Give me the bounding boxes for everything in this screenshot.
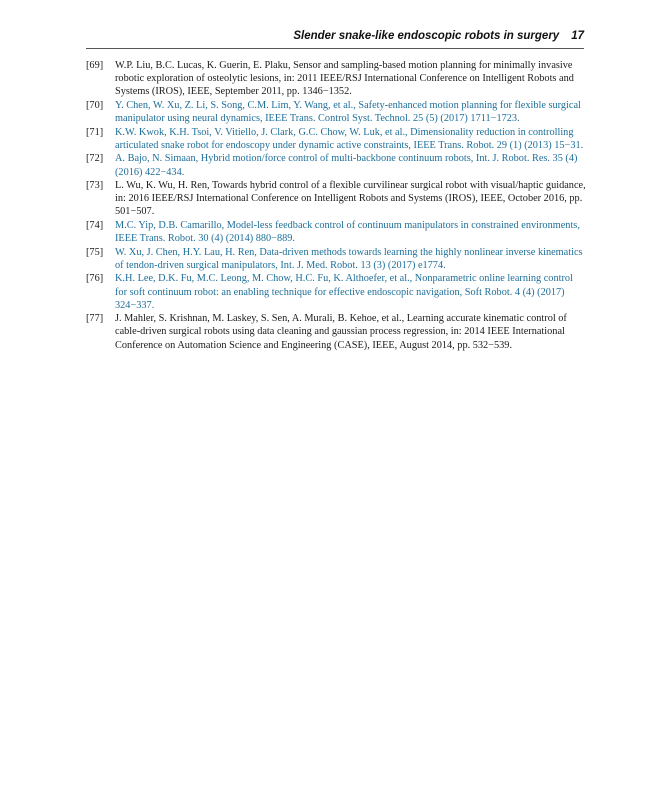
reference-number: [76] [86, 273, 104, 285]
reference-item[interactable] [86, 219, 586, 245]
reference-link[interactable]: K.H. Lee, D.K. Fu, M.C. Leong, M. Chow, H.C. Fu, K. Althoefer, et al., Nonparametric online learning control for soft continuum robot: an enabling technique for effective endoscopic navigation, Soft Robot. 4 (4) (2017) 324−337. [115, 273, 573, 311]
reference-number: [69] [86, 60, 104, 71]
reference-item[interactable] [86, 126, 586, 152]
reference-number: [75] [86, 246, 104, 258]
reference-item [86, 59, 586, 99]
reference-number: [72] [86, 153, 104, 165]
reference-text: J. Mahler, S. Krishnan, M. Laskey, S. Sen, A. Murali, B. Kehoe, et al., Learning accurate kinematic control of cable-driven surgical robots using data cleaning and gaussian process regression, in: 2014 IEEE International Conference on Automation Science and Engineering (CASE), IEEE, August 2014, pp. 532−539. [115, 313, 567, 351]
reference-item[interactable] [86, 246, 586, 272]
header-rule [86, 48, 584, 49]
reference-item[interactable] [86, 272, 586, 312]
reference-text: L. Wu, K. Wu, H. Ren, Towards hybrid control of a flexible curvilinear surgical robot with visual/haptic guidance, in: 2016 IEEE/RSJ International Conference on Intelligent Robots and Systems (IROS), IEEE, October 2016, pp. 501−507. [115, 180, 586, 218]
reference-link[interactable]: Y. Chen, W. Xu, Z. Li, S. Song, C.M. Lim, Y. Wang, et al., Safety-enhanced motion planning for flexible surgical manipulator using neural dynamics, IEEE Trans. Control Syst. Technol. 25 (5) (2017) 1711−1723. [115, 99, 581, 125]
page-number: 17 [571, 30, 584, 42]
reference-link[interactable]: M.C. Yip, D.B. Camarillo, Model-less feedback control of continuum manipulators in constrained environments, IEEE Trans. Robot. 30 (4) (2014) 880−889. [115, 219, 580, 245]
reference-number: [74] [86, 219, 104, 231]
running-header-title: Slender snake-like endoscopic robots in surgery [293, 30, 560, 42]
reference-item[interactable] [86, 99, 586, 125]
reference-number: [77] [86, 313, 104, 325]
reference-list [86, 59, 586, 352]
reference-link[interactable]: K.W. Kwok, K.H. Tsoi, V. Vitiello, J. Clark, G.C. Chow, W. Luk, et al., Dimensionality reduction in controlling articulated snake robot for endoscopy under dynamic active constraints, IEEE Trans. Robot. 29 (1) (2013) 15−31. [115, 126, 584, 151]
reference-link[interactable]: A. Bajo, N. Simaan, Hybrid motion/force control of multi-backbone continuum robots, Int. J. Robot. Res. 35 (4) (2016) 422−434. [115, 153, 578, 178]
reference-text: W.P. Liu, B.C. Lucas, K. Guerin, E. Plaku, Sensor and sampling-based motion planning for minimally invasive robotic exploration of osteolytic lesions, in: 2011 IEEE/RSJ International Conference on Intelligent Robots and Systems (IROS), IEEE, September 2011, pp. 1346−1352. [115, 60, 574, 98]
reference-item[interactable] [86, 152, 586, 178]
reference-number: [73] [86, 180, 104, 192]
running-header [86, 30, 584, 42]
reference-link[interactable]: W. Xu, J. Chen, H.Y. Lau, H. Ren, Data-driven methods towards learning the highly nonlinear inverse kinematics of tendon-driven surgical manipulators, Int. J. Med. Robot. 13 (3) (2017) e1774. [115, 246, 583, 271]
reference-number: [71] [86, 126, 104, 138]
reference-item [86, 312, 586, 352]
reference-item [86, 179, 586, 219]
reference-number: [70] [86, 99, 104, 111]
